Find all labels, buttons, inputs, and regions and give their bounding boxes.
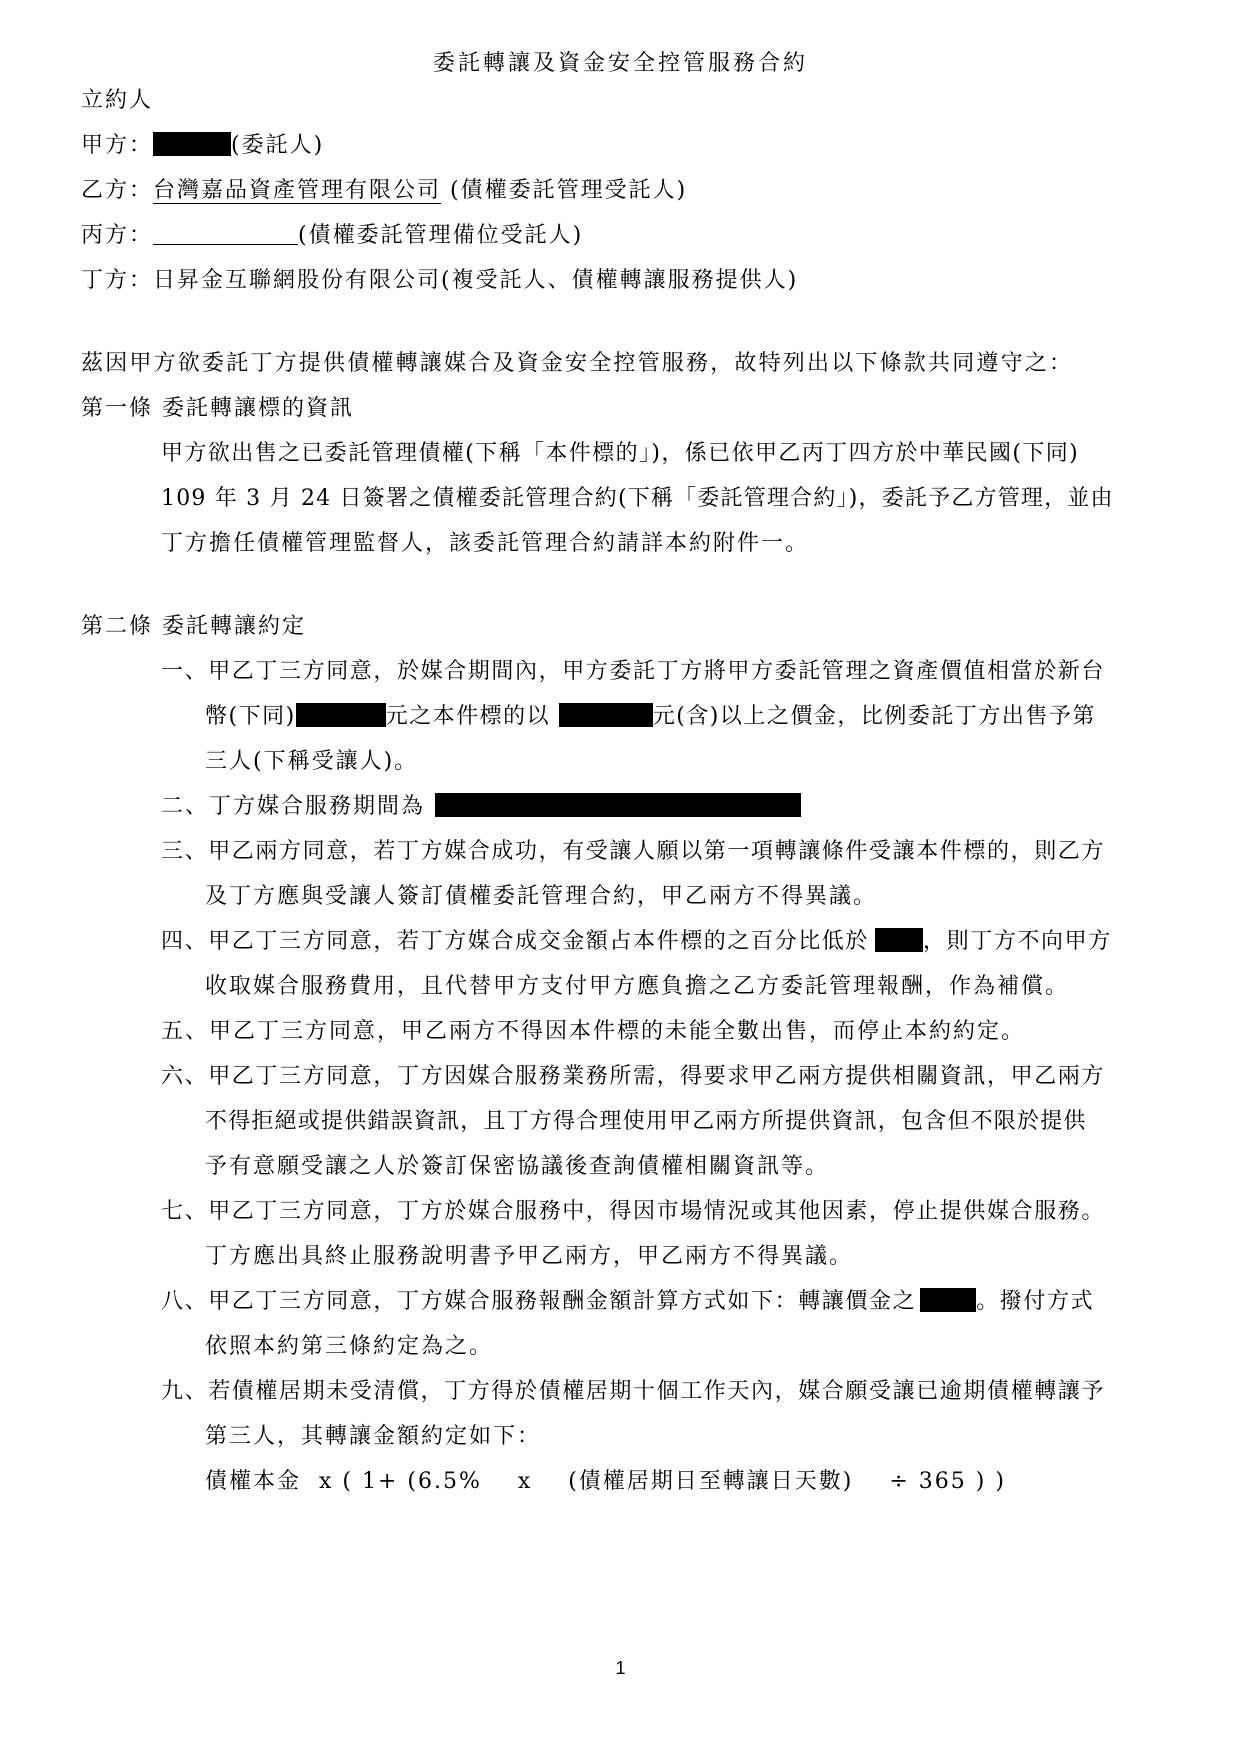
parties-heading: 立約人 xyxy=(81,88,154,113)
item-8-line-2: 依照本約第三條約定為之。 xyxy=(205,1334,494,1359)
blank-underline xyxy=(153,222,298,245)
item-6-line-1: 六、甲乙丁三方同意，丁方因媒合服務業務所需，得要求甲乙兩方提供相關資訊，甲乙兩方 xyxy=(161,1064,1106,1089)
item-4-text-a: 四、甲乙丁三方同意，若丁方媒合成交金額占本件標的之百分比低於 xyxy=(161,929,870,954)
item-2-line-1 xyxy=(161,792,801,822)
article-1-line-1: 甲方欲出售之已委託管理債權(下稱「本件標的」)，係已依甲乙丙丁四方於中華民國(下同) xyxy=(161,441,1080,466)
item-8-text-a: 八、甲乙丁三方同意，丁方媒合服務報酬金額計算方式如下：轉讓價金之 xyxy=(161,1289,917,1314)
item-9-line-2: 第三人，其轉讓金額約定如下： xyxy=(205,1424,542,1449)
party-a-role: (委託人) xyxy=(231,133,325,158)
document-title: 委託轉讓及資金安全控管服務合約 xyxy=(432,51,808,76)
item-4-line-1 xyxy=(161,927,1112,957)
redaction-block xyxy=(296,703,386,727)
article-1-line-3: 丁方擔任債權管理監督人，該委託管理合約請詳本約附件一。 xyxy=(161,531,810,556)
party-b-line xyxy=(81,176,687,206)
item-3-line-2: 及丁方應與受讓人簽訂債權委託管理合約，甲乙兩方不得異議。 xyxy=(205,884,878,909)
party-b-role: (債權委託管理受託人) xyxy=(441,178,688,203)
item-3-line-1: 三、甲乙兩方同意，若丁方媒合成功，有受讓人願以第一項轉讓條件受讓本件標的，則乙方 xyxy=(161,839,1106,864)
item-1-text-c: 元(含)以上之價金，比例委託丁方出售予第 xyxy=(652,704,1096,729)
party-c-role: (債權委託管理備位受託人) xyxy=(298,223,584,248)
party-c-prefix: 丙方： xyxy=(81,223,154,248)
item-9-formula: 債權本金 x ( 1+ (6.5% x (債權居期日至轉讓日天數) ÷ 365 ) ) xyxy=(205,1469,1006,1494)
article-1-heading: 第一條 委託轉讓標的資訊 xyxy=(81,396,354,421)
preamble: 茲因甲方欲委託丁方提供債權轉讓媒合及資金安全控管服務，故特列出以下條款共同遵守之： xyxy=(81,351,1074,376)
redaction-block xyxy=(920,1288,976,1312)
party-d-line xyxy=(81,266,798,296)
party-a-prefix: 甲方： xyxy=(81,133,154,158)
article-1-line-2: 109 年 3 月 24 日簽署之債權委託管理合約(下稱「委託管理合約」)，委託予乙方管理，並由 xyxy=(161,486,1114,511)
party-d-prefix: 丁方： xyxy=(81,268,154,293)
party-b-prefix: 乙方： xyxy=(81,178,154,203)
item-5-line-1: 五、甲乙丁三方同意，甲乙兩方不得因本件標的未能全數出售，而停止本約約定。 xyxy=(161,1019,1026,1044)
party-b-name: 台灣嘉品資產管理有限公司 xyxy=(153,178,442,203)
item-6-line-3: 予有意願受讓之人於簽訂保密協議後查詢債權相關資訊等。 xyxy=(205,1154,830,1179)
item-8-text-b: 。撥付方式 xyxy=(976,1289,1095,1314)
redaction-block xyxy=(435,793,801,817)
item-2-text: 二、丁方媒合服務期間為 xyxy=(161,794,426,819)
item-1-line-2 xyxy=(205,702,1096,732)
party-d-text: 日昇金互聯網股份有限公司(複受託人、債權轉讓服務提供人) xyxy=(153,268,799,293)
redaction-block xyxy=(875,928,923,952)
party-c-line xyxy=(81,221,583,251)
item-4-line-2: 收取媒合服務費用，且代替甲方支付甲方應負擔之乙方委託管理報酬，作為補償。 xyxy=(205,974,1070,999)
redaction-block xyxy=(559,703,653,727)
item-1-text-b: 元之本件標的以 xyxy=(385,704,551,729)
item-4-text-b: ，則丁方不向甲方 xyxy=(923,929,1112,954)
item-6-line-2: 不得拒絕或提供錯誤資訊，且丁方得合理使用甲乙兩方所提供資訊，包含但不限於提供 xyxy=(205,1109,1087,1134)
item-7-line-1: 七、甲乙丁三方同意，丁方於媒合服務中，得因市場情況或其他因素，停止提供媒合服務。 xyxy=(161,1199,1106,1224)
item-7-line-2: 丁方應出具終止服務說明書予甲乙兩方，甲乙兩方不得異議。 xyxy=(205,1244,854,1269)
item-9-line-1: 九、若債權居期未受清償，丁方得於債權居期十個工作天內，媒合願受讓已逾期債權轉讓予 xyxy=(161,1379,1106,1404)
item-8-line-1 xyxy=(161,1287,1094,1317)
item-1-line-1: 一、甲乙丁三方同意，於媒合期間內，甲方委託丁方將甲方委託管理之資產價值相當於新台 xyxy=(161,659,1106,684)
page-number: 1 xyxy=(615,1658,626,1678)
redaction-block xyxy=(153,132,231,156)
item-1-line-3: 三人(下稱受讓人)。 xyxy=(205,749,419,774)
party-a-line xyxy=(81,131,324,161)
article-2-heading: 第二條 委託轉讓約定 xyxy=(81,614,306,639)
item-1-text-a: 幣(下同) xyxy=(205,704,296,729)
